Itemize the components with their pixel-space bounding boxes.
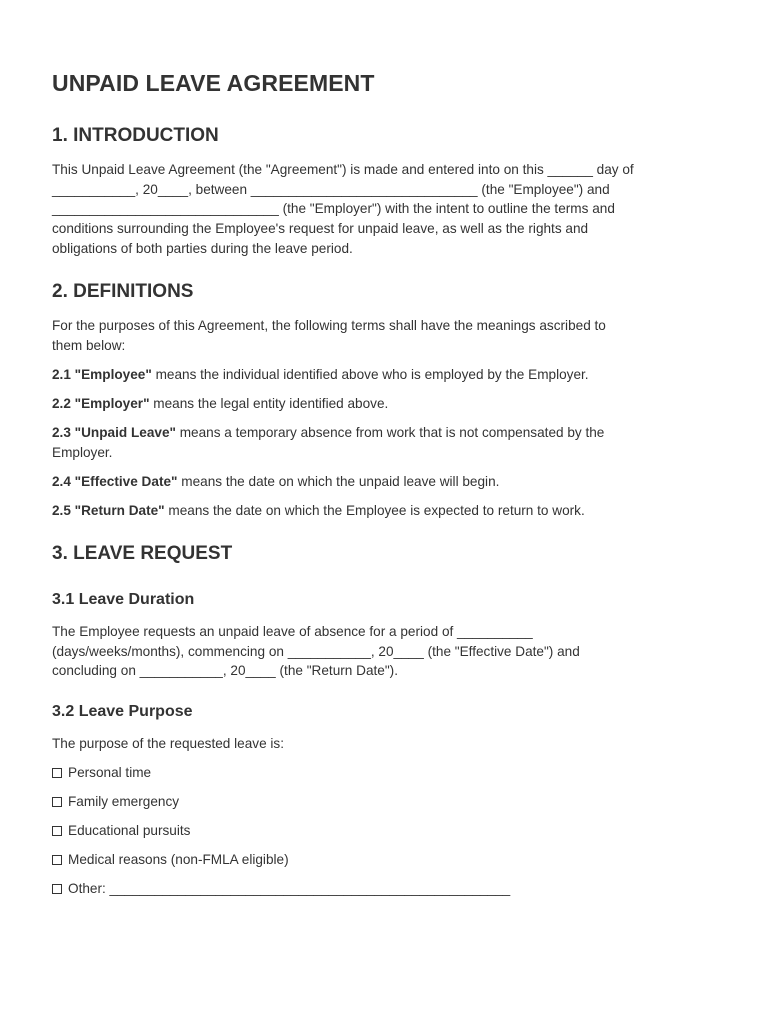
option-label: Educational pursuits (68, 823, 191, 838)
definition-item-return-date (52, 501, 720, 521)
purpose-option-family-emergency[interactable] (52, 792, 720, 812)
definition-text: means the individual identified above who is employed by the Employer. (151, 367, 589, 382)
leave-duration-paragraph (52, 622, 720, 681)
definition-term: 2.4 "Effective Date" (52, 474, 178, 489)
subsection-heading-leave-purpose: 3.2 Leave Purpose (52, 703, 193, 720)
leave-purpose-intro: The purpose of the requested leave is: (52, 736, 284, 751)
definition-term: 2.2 "Employer" (52, 396, 150, 411)
document-title: UNPAID LEAVE AGREEMENT (52, 70, 375, 96)
definition-term: 2.1 "Employee" (52, 367, 152, 382)
paragraph-line: them below: (52, 337, 126, 353)
definition-text: means the date on which the Employee is expected to return to work. (164, 503, 585, 518)
paragraph-line: For the purposes of this Agreement, the following terms shall have the meanings ascribed to (52, 318, 606, 333)
checkbox-icon[interactable] (52, 884, 62, 894)
paragraph-line: concluding on ___________, 20____ (the "Return Date"). (52, 663, 398, 679)
checkbox-icon[interactable] (52, 797, 62, 807)
paragraph-line: The Employee requests an unpaid leave of absence for a period of __________ (52, 624, 533, 639)
paragraph-line: conditions surrounding the Employee's request for unpaid leave, as well as the rights and (52, 221, 589, 237)
definitions-intro (52, 316, 720, 355)
option-label: Medical reasons (non-FMLA eligible) (68, 852, 289, 867)
option-label: Personal time (68, 765, 152, 780)
definition-text: means the legal entity identified above. (149, 396, 389, 411)
section-heading-introduction: 1. INTRODUCTION (52, 125, 219, 146)
definition-item-effective-date (52, 472, 720, 492)
introduction-paragraph (52, 160, 720, 259)
checkbox-icon[interactable] (52, 768, 62, 778)
checkbox-icon[interactable] (52, 855, 62, 865)
purpose-option-educational-pursuits[interactable] (52, 821, 720, 841)
definition-term: 2.5 "Return Date" (52, 503, 165, 518)
purpose-option-personal-time[interactable] (52, 763, 720, 783)
purpose-option-other[interactable] (52, 879, 720, 899)
section-heading-leave-request: 3. LEAVE REQUEST (52, 543, 233, 564)
option-label: Other: _____________________________________________________ (68, 881, 511, 896)
paragraph-line: This Unpaid Leave Agreement (the "Agreement") is made and entered into on this ______ day of (52, 162, 634, 177)
purpose-option-medical-reasons[interactable] (52, 850, 720, 870)
section-heading-definitions: 2. DEFINITIONS (52, 281, 194, 302)
definition-text: means the date on which the unpaid leave will begin. (177, 474, 500, 489)
paragraph-line: (days/weeks/months), commencing on ___________, 20____ (the "Effective Date") and (52, 643, 580, 659)
definition-item-unpaid-leave (52, 423, 720, 462)
checkbox-icon[interactable] (52, 826, 62, 836)
definition-item-employee (52, 365, 720, 385)
definition-text: means a temporary absence from work that is not compensated by the (175, 425, 605, 440)
paragraph-line: obligations of both parties during the leave period. (52, 240, 353, 256)
definition-continuation: Employer. (52, 444, 113, 460)
definition-term: 2.3 "Unpaid Leave" (52, 425, 176, 440)
subsection-heading-leave-duration: 3.1 Leave Duration (52, 591, 195, 608)
paragraph-line: ______________________________ (the "Employer") with the intent to outline the terms and (52, 201, 615, 217)
definition-item-employer (52, 394, 720, 414)
paragraph-line: ___________, 20____, between ______________________________ (the "Employee") and (52, 181, 610, 197)
option-label: Family emergency (68, 794, 180, 809)
